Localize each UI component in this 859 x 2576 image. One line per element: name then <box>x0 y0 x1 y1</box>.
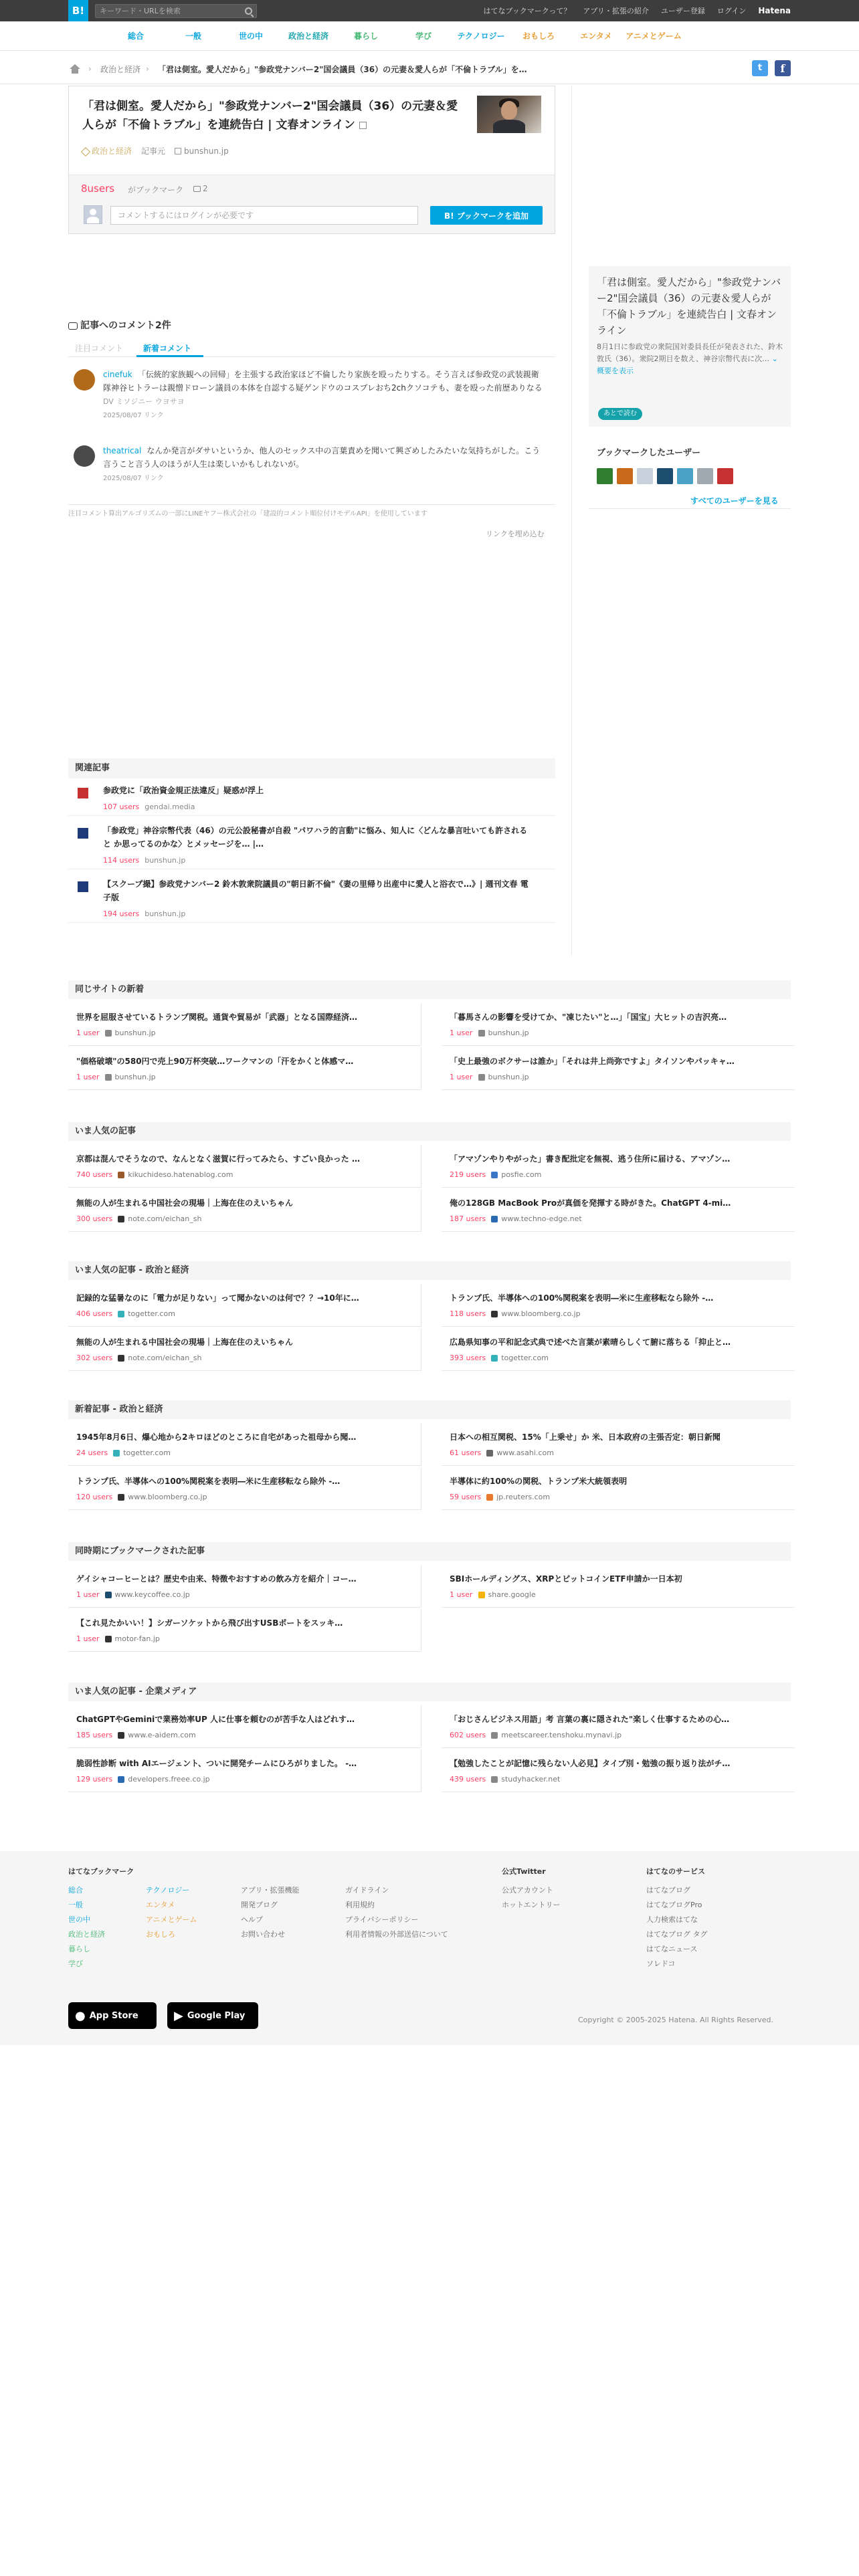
chevron-right-icon: › <box>88 64 92 74</box>
comment-date-text: 2025/08/07 <box>103 475 142 482</box>
comment-body: 「伝統的家族観への回帰」を主張する政治家ほど不倫したり家族を殴ったりする。そう言えば参政党の武装親衛隊神谷ヒトラーは親憎ドローン議員の本体を自認する疑ゲンドウのコスプレおち2chクソコテも、妻を殴った前歴ありなる <box>103 370 543 393</box>
bookmark-users-count[interactable]: 118 users <box>450 1309 486 1318</box>
article-domain[interactable]: www.bloomberg.co.jp <box>128 1493 207 1501</box>
article-card[interactable] <box>442 1003 795 1046</box>
footer-link[interactable]: お問い合わせ <box>241 1930 285 1939</box>
article-meta <box>450 1214 582 1223</box>
footer-link[interactable]: アニメとゲーム <box>146 1915 197 1924</box>
article-title[interactable]: 「暮馬さんの影響を受けてか、"凍じたい"と…」「国宝」大ヒットの吉沢亮… <box>450 1012 727 1022</box>
search-input[interactable] <box>96 7 236 15</box>
footer-twitter-col <box>502 1864 561 1913</box>
home-icon[interactable] <box>70 64 80 74</box>
column-divider <box>571 86 572 955</box>
site-favicon <box>486 1450 493 1457</box>
avatar[interactable] <box>74 369 95 391</box>
show-summary-link[interactable]: ⌄ 概要を表示 <box>597 354 778 375</box>
site-favicon <box>118 1172 124 1178</box>
bookmark-users-count[interactable]: 1 user <box>76 1029 100 1037</box>
comment-text <box>103 444 545 471</box>
bookmark-users-count[interactable]: 8users <box>81 183 115 195</box>
article-card[interactable] <box>442 1423 795 1466</box>
article-card[interactable] <box>68 1189 421 1232</box>
related-item[interactable] <box>68 784 555 816</box>
comment-tags[interactable]: DV ミソジニー ウヨサヨ <box>103 397 185 406</box>
footer-link[interactable]: はてなニュース <box>646 1945 698 1953</box>
article-domain[interactable]: developers.freee.co.jp <box>128 1775 210 1784</box>
article-card[interactable] <box>68 1609 421 1652</box>
article-domain[interactable]: kikuchideso.hatenablog.com <box>128 1170 233 1179</box>
section-heading: いま人気の記事 - 政治と経済 <box>68 1261 791 1280</box>
article-title[interactable]: 日本への相互関税、15%「上乗せ」か 米、日本政府の主張否定：朝日新聞 <box>450 1432 721 1442</box>
footer-link[interactable]: 人力検索はてな <box>646 1915 698 1924</box>
related-item[interactable] <box>68 877 555 923</box>
bookmark-users-count[interactable]: 1 user <box>450 1029 473 1037</box>
article-meta <box>450 1073 529 1081</box>
tab-new-comments[interactable]: 新着コメント <box>143 344 192 353</box>
footer-link[interactable]: はてなブログ タグ <box>646 1930 708 1939</box>
site-favicon <box>491 1732 498 1739</box>
footer-heading: はてなブックマーク <box>68 1867 134 1876</box>
article-card[interactable] <box>68 1423 421 1466</box>
site-favicon <box>78 788 88 798</box>
footer-services-col <box>646 1864 708 1971</box>
article-meta <box>76 1493 207 1501</box>
comment-username[interactable]: theatrical <box>103 446 142 455</box>
bookmark-users-count[interactable]: 61 users <box>450 1448 482 1457</box>
footer-link[interactable]: テクノロジー <box>146 1886 190 1895</box>
entry-category[interactable]: 政治と経済 <box>82 145 132 156</box>
article-meta <box>450 1354 549 1362</box>
avatar <box>84 205 102 224</box>
article-meta <box>450 1170 541 1179</box>
bookmark-users-count[interactable]: 1 user <box>76 1634 100 1643</box>
comment-input[interactable] <box>110 206 418 225</box>
article-meta <box>76 1309 175 1318</box>
article-meta <box>76 1731 196 1739</box>
bookmark-users-label: がブックマーク <box>128 185 184 195</box>
bookmark-users-count[interactable]: 194 users <box>103 909 140 918</box>
article-title[interactable]: ChatGPTやGeminiで業務効率UP 人に仕事を頼むのが苦手な人はどれす… <box>76 1715 355 1724</box>
comment-item <box>68 444 555 498</box>
comment-tabs <box>68 338 555 357</box>
entry-domain[interactable]: bunshun.jp <box>175 146 229 156</box>
related-domain[interactable]: bunshun.jp <box>145 856 186 865</box>
article-title[interactable]: 【勉強したことが記憶に残らない人必見】タイプ別・勉強の振り返り法がチ… <box>450 1759 731 1768</box>
bookmark-users-heading: ブックマークしたユーザー <box>597 448 701 458</box>
article-domain[interactable]: www.asahi.com <box>496 1448 554 1457</box>
footer-category-col <box>146 1883 197 1942</box>
breadcrumb <box>0 52 859 84</box>
site-favicon <box>118 1776 124 1783</box>
site-favicon <box>478 1030 485 1037</box>
article-meta <box>76 1073 156 1081</box>
category-nav <box>0 21 859 51</box>
comments-heading: 記事へのコメント2件 <box>68 318 171 332</box>
bookmark-users-count[interactable]: 59 users <box>450 1493 482 1501</box>
header-links <box>484 0 791 21</box>
article-meta <box>450 1775 560 1784</box>
related-heading: 関連記事 <box>68 758 555 778</box>
article-domain[interactable]: www.keycoffee.co.jp <box>114 1590 190 1599</box>
footer-link[interactable]: はてなブログ <box>646 1886 690 1895</box>
footer-link[interactable]: おもしろ <box>146 1930 175 1939</box>
section-heading: 新着記事 - 政治と経済 <box>68 1400 791 1419</box>
related-meta <box>103 909 185 918</box>
article-card[interactable] <box>68 1705 421 1748</box>
article-domain[interactable]: togetter.com <box>128 1309 175 1318</box>
tab-popular-comments[interactable]: 注目コメント <box>75 344 124 353</box>
bookmark-users-count[interactable]: 1 user <box>76 1073 100 1081</box>
entry-thumbnail[interactable] <box>477 96 541 133</box>
article-domain[interactable]: motor-fan.jp <box>114 1634 160 1643</box>
article-title[interactable]: 世界を屈服させているトランプ関税。通貨や貿易が「武器」となる国際経済… <box>76 1012 358 1022</box>
bookmark-users-count[interactable]: 439 users <box>450 1775 486 1784</box>
hatena-brand-link[interactable]: Hatena <box>758 6 791 15</box>
footer-link[interactable]: 学び <box>68 1959 83 1968</box>
article-meta <box>76 1634 160 1643</box>
twitter-share-icon[interactable]: t <box>752 60 768 76</box>
site-favicon <box>118 1732 124 1739</box>
related-domain[interactable]: gendai.media <box>145 802 195 811</box>
user-avatar[interactable] <box>697 468 713 484</box>
user-avatar[interactable] <box>637 468 653 484</box>
comment-count: 2 <box>193 184 208 193</box>
bookmark-users-count[interactable]: 114 users <box>103 856 140 865</box>
article-card[interactable] <box>68 1003 421 1046</box>
article-card[interactable] <box>68 1047 421 1090</box>
bookmark-users-count[interactable]: 120 users <box>76 1493 113 1501</box>
article-domain[interactable]: bunshun.jp <box>114 1073 156 1081</box>
user-avatar[interactable] <box>617 468 633 484</box>
comment-username[interactable]: cinefuk <box>103 370 132 379</box>
article-title[interactable]: 京都は混んでそうなので、なんとなく滋賀に行ってみたら、すごい良かった … <box>76 1154 360 1164</box>
article-domain[interactable]: note.com/eichan_sh <box>128 1354 202 1362</box>
tab-category-3[interactable]: 政治と経済 <box>288 31 328 41</box>
summary-text: 8月1日に参政党の衆院国対委員長任が発表された、鈴木敦氏（36）。衆院2期目を数え、神谷宗幣代表に次… ⌄ 概要を表示 <box>597 342 783 375</box>
user-avatar[interactable] <box>717 468 733 484</box>
about-link[interactable]: はてなブックマークって？ <box>483 7 571 15</box>
article-domain[interactable]: share.google <box>488 1590 536 1599</box>
comment-item <box>68 368 555 421</box>
tab-category-5[interactable]: 学び <box>415 31 432 41</box>
article-card[interactable] <box>442 1284 795 1327</box>
bookmark-users-count[interactable]: 740 users <box>76 1170 113 1179</box>
site-favicon <box>491 1311 498 1317</box>
article-title[interactable]: 俺の128GB MacBook Proが真価を発揮する時がきた。ChatGPT 4-mi… <box>450 1198 731 1208</box>
section-heading: いま人気の記事 - 企業メディア <box>68 1683 791 1701</box>
site-favicon <box>491 1172 498 1178</box>
bookmark-users-count[interactable]: 185 users <box>76 1731 113 1739</box>
article-meta <box>76 1354 201 1362</box>
avatar[interactable] <box>74 445 95 467</box>
breadcrumb-category[interactable]: 政治と経済 <box>100 65 141 74</box>
site-favicon <box>105 1030 112 1037</box>
search-icon[interactable] <box>245 7 252 15</box>
comment-text <box>103 368 545 409</box>
comment-date <box>103 409 164 419</box>
article-meta <box>450 1731 622 1739</box>
tab-category-9[interactable]: アニメとゲーム <box>626 31 682 41</box>
article-title[interactable]: 無能の人が生まれる中国社会の現場｜上海在住のえいちゃん <box>76 1198 294 1208</box>
site-favicon <box>491 1355 498 1362</box>
article-title[interactable]: 「おじさんビジネス用語」考 言葉の裏に隠された"楽しく仕事するための心… <box>450 1715 730 1724</box>
tab-category-0[interactable]: 総合 <box>127 31 144 41</box>
bookmark-users-count[interactable]: 300 users <box>76 1214 113 1223</box>
article-meta <box>76 1214 201 1223</box>
article-meta <box>76 1448 171 1457</box>
related-domain[interactable]: bunshun.jp <box>145 909 186 918</box>
article-meta <box>76 1590 190 1599</box>
apple-icon: ● <box>75 2008 86 2023</box>
tag-read-later[interactable]: あとで読む <box>598 408 642 420</box>
entry-summary <box>589 266 791 427</box>
article-card[interactable] <box>68 1284 421 1327</box>
site-favicon <box>118 1311 124 1317</box>
article-domain[interactable]: bunshun.jp <box>114 1029 156 1037</box>
embed-link[interactable]: リンクを埋め込む <box>486 530 545 538</box>
search-box <box>95 4 257 18</box>
footer-link[interactable]: 利用者情報の外部送信について <box>345 1930 448 1939</box>
article-card[interactable] <box>68 1328 421 1371</box>
related-title[interactable]: 「参政党」神谷宗幣代表（46）の元公設秘書が自殺 "パワハラ的言動"に悩み、知人に〈どんな暴言吐いても許されると か思ってるのかな〉とメッセージを… |… <box>103 826 528 849</box>
tab-category-8[interactable]: エンタメ <box>580 31 612 41</box>
article-domain[interactable]: togetter.com <box>123 1448 171 1457</box>
add-bookmark-button[interactable]: B! ブックマークを追加 <box>430 206 543 225</box>
bookmark-users-count[interactable]: 302 users <box>76 1354 113 1362</box>
article-domain[interactable]: note.com/eichan_sh <box>128 1214 202 1223</box>
article-title[interactable]: 無能の人が生まれる中国社会の現場｜上海在住のえいちゃん <box>76 1337 294 1347</box>
article-card[interactable] <box>68 1749 421 1792</box>
article-meta <box>450 1448 554 1457</box>
article-domain[interactable]: www.techno-edge.net <box>501 1214 582 1223</box>
site-favicon <box>486 1494 493 1501</box>
google-play-button[interactable]: ▶ Google Play <box>167 2002 258 2029</box>
article-title[interactable]: SBIホールディングス、XRPとビットコインETF申請か一日本初 <box>450 1574 682 1584</box>
article-meta <box>76 1170 233 1179</box>
entry-meta <box>82 145 229 156</box>
comment-date-text: 2025/08/07 <box>103 412 142 419</box>
footer-link[interactable]: 開発ブログ <box>241 1901 278 1909</box>
bookmark-users-count[interactable]: 1 user <box>76 1590 100 1599</box>
tab-category-6[interactable]: テクノロジー <box>457 31 505 41</box>
article-card[interactable] <box>442 1749 795 1792</box>
article-title[interactable]: トランプ氏、半導体への100%関税案を表明―米に生産移転なら除外 -… <box>450 1293 714 1303</box>
copyright: Copyright © 2005-2025 Hatena. All Rights Reserved. <box>578 2016 774 2024</box>
article-title[interactable]: 【これ見たかいい！】シガーソケットから飛び出すUSBポートをスッキ… <box>76 1618 343 1628</box>
footer-link[interactable]: 一般 <box>68 1901 83 1909</box>
footer-heading: 公式Twitter <box>502 1867 546 1876</box>
footer-link[interactable]: ガイドライン <box>345 1886 389 1895</box>
article-meta <box>450 1493 550 1501</box>
breadcrumb-title: 「君は側室。愛人だから」"参政党ナンバー2"国会議員（36）の元妻＆愛人らが「不倫トラブル」を… <box>158 65 527 74</box>
footer-link[interactable]: アプリ・拡張機能 <box>241 1886 300 1895</box>
comment-icon <box>193 186 201 192</box>
footer-link[interactable]: ヘルプ <box>241 1915 263 1924</box>
site-favicon <box>478 1592 485 1598</box>
tab-category-2[interactable]: 世の中 <box>238 31 263 41</box>
sidebar-divider <box>589 508 791 509</box>
site-favicon <box>113 1450 120 1457</box>
article-card[interactable] <box>442 1189 795 1232</box>
footer-link[interactable]: 政治と経済 <box>68 1930 105 1939</box>
category-icon <box>81 146 90 156</box>
article-card[interactable] <box>442 1467 795 1510</box>
entry-records-label: 記事元 <box>141 146 166 156</box>
footer-link[interactable]: ソレドコ <box>646 1959 676 1968</box>
article-meta <box>450 1029 529 1037</box>
user-avatar[interactable] <box>597 468 613 484</box>
see-all-users-link[interactable]: すべてのユーザーを見る <box>690 496 779 506</box>
user-avatar[interactable] <box>677 468 693 484</box>
article-meta <box>450 1590 536 1599</box>
bookmark-users-count[interactable]: 187 users <box>450 1214 486 1223</box>
comment-permalink[interactable]: リンク <box>143 412 164 419</box>
comment-body: なんか発言がダサいというか、他人のセックス中の言葉責めを聞いて興ざめしたみたいな気持ちがした。こう言うこと言う人のほうが人生は楽しいかもしれないが。 <box>103 446 541 469</box>
article-title[interactable]: 脆弱性診断 with AIエージェント、ついに開発チームにひろがりました。 -… <box>76 1759 357 1768</box>
site-favicon <box>105 1636 112 1642</box>
footer-policy-col <box>345 1883 448 1942</box>
article-title[interactable]: 半導体に約100%の関税、トランプ米大統領表明 <box>450 1477 628 1486</box>
comment-permalink[interactable]: リンク <box>143 475 164 482</box>
apps-link[interactable]: アプリ・拡張の紹介 <box>583 7 649 15</box>
article-domain[interactable]: studyhacker.net <box>501 1775 561 1784</box>
entry-title[interactable]: 「君は側室。愛人だから」"参政党ナンバー2"国会議員（36）の元妻＆愛人らが「不倫トラブル」を連続告白 | 文春オンライン <box>82 100 458 132</box>
bookmark-users-count[interactable]: 107 users <box>103 802 140 811</box>
article-title[interactable]: 1945年8月6日、爆心地から2キロほどのところに自宅があった祖母から聞… <box>76 1432 357 1442</box>
article-domain[interactable]: bunshun.jp <box>488 1073 529 1081</box>
site-favicon <box>118 1355 124 1362</box>
article-domain[interactable]: posfie.com <box>501 1170 542 1179</box>
related-title[interactable]: 【スクープ撮】参政党ナンバー2 鈴木敦衆院議員の"朝日新不倫"《妻の里帰り出産中に愛人と浴衣で…》| 週刊文春 電子版 <box>103 879 529 902</box>
article-title[interactable]: 「史上最強のボクサーは誰か」「それは井上尚弥ですよ」タイソンやパッキャ… <box>450 1057 735 1066</box>
article-domain[interactable]: bunshun.jp <box>488 1029 529 1037</box>
tab-category-7[interactable]: おもしろ <box>522 31 555 41</box>
login-link[interactable]: ログイン <box>717 7 747 15</box>
footer-link[interactable]: 世の中 <box>68 1915 90 1924</box>
article-domain[interactable]: meetscareer.tenshoku.mynavi.jp <box>501 1731 622 1739</box>
bookmark-users-count[interactable]: 129 users <box>76 1775 113 1784</box>
comment-icon <box>68 322 78 330</box>
facebook-share-icon[interactable]: f <box>775 60 791 76</box>
article-domain[interactable]: jp.reuters.com <box>496 1493 551 1501</box>
bookmark-users-count[interactable]: 1 user <box>450 1590 473 1599</box>
bookmark-users-count[interactable]: 406 users <box>76 1309 113 1318</box>
site-favicon <box>118 1216 124 1222</box>
article-meta <box>76 1775 210 1784</box>
play-icon: ▶ <box>174 2008 183 2023</box>
site-favicon <box>78 828 88 839</box>
algorithm-note: 注目コメント算出アルゴリズムの一部にLINEヤフー株式会社の「建設的コメント順位付けモデルAPI」を使用しています <box>68 504 555 516</box>
site-favicon <box>105 1074 112 1081</box>
footer-link[interactable]: エンタメ <box>146 1901 175 1909</box>
site-favicon <box>491 1216 498 1222</box>
article-title[interactable]: トランプ氏、半導体への100%関税案を表明―米に生産移転なら除外 -… <box>76 1477 341 1486</box>
active-tab-indicator <box>136 355 203 357</box>
article-meta <box>76 1029 156 1037</box>
article-domain[interactable]: www.e-aidem.com <box>128 1731 196 1739</box>
article-domain[interactable]: www.bloomberg.co.jp <box>501 1309 581 1318</box>
bookmark-users-count[interactable]: 1 user <box>450 1073 473 1081</box>
summary-title: 「君は側室。愛人だから」"参政党ナンバー2"国会議員（36）の元妻＆愛人らが「不倫トラブル」を連続告白 | 文春オンライン <box>597 276 781 336</box>
section-heading: いま人気の記事 <box>68 1122 791 1141</box>
article-title[interactable]: "価格破壊"の580円で売上90万杯突破…ワークマンの「汗をかくと体感マ… <box>76 1057 354 1066</box>
footer-bookmark-col <box>68 1864 134 1971</box>
section-heading: 同じサイトの新着 <box>68 980 791 999</box>
footer-link[interactable]: 暮らし <box>68 1945 90 1953</box>
article-meta <box>450 1309 581 1318</box>
signup-link[interactable]: ユーザー登録 <box>660 7 705 15</box>
app-store-button[interactable]: ● App Store <box>68 2002 157 2029</box>
related-meta <box>103 802 195 811</box>
bookmark-users-count[interactable]: 602 users <box>450 1731 486 1739</box>
tab-category-4[interactable]: 暮らし <box>353 31 378 41</box>
article-title[interactable]: 「アマゾンやりやがった」書き配批定を無視、逃う住所に届ける、アマゾン… <box>450 1154 731 1164</box>
bookmark-users-count[interactable]: 393 users <box>450 1354 486 1362</box>
footer-link[interactable]: 公式アカウント <box>502 1886 553 1895</box>
footer-link[interactable]: はてなブログPro <box>646 1901 702 1909</box>
footer-link[interactable]: 利用規約 <box>345 1901 375 1909</box>
footer-link[interactable]: プライバシーポリシー <box>345 1915 419 1924</box>
article-title[interactable]: 広島県知事の平和記念式典で述べた言葉が素晴らしくて腑に落ちる「抑止と… <box>450 1337 731 1347</box>
comment-date <box>103 472 164 482</box>
user-avatar[interactable] <box>657 468 673 484</box>
site-favicon <box>478 1074 485 1081</box>
site-favicon <box>78 881 88 892</box>
article-card[interactable] <box>68 1145 421 1188</box>
footer-link[interactable]: ホットエントリー <box>502 1901 561 1909</box>
article-card[interactable] <box>442 1565 795 1608</box>
related-title[interactable]: 参政党に「政治資金規正法違反」疑惑が浮上 <box>103 786 264 795</box>
related-item[interactable] <box>68 824 555 869</box>
external-link-icon[interactable] <box>359 122 367 129</box>
site-favicon <box>491 1776 498 1783</box>
global-header <box>0 0 859 21</box>
article-title[interactable]: 記録的な猛暑なのに「電力が足りない」って聞かないのは何で？？→10年に… <box>76 1293 359 1303</box>
footer-link[interactable]: 総合 <box>68 1886 83 1895</box>
footer-app-col <box>241 1883 300 1942</box>
domain-icon <box>175 148 181 154</box>
article-card[interactable] <box>442 1145 795 1188</box>
bookmark-users-count[interactable]: 219 users <box>450 1170 486 1179</box>
site-favicon <box>118 1494 124 1501</box>
article-domain[interactable]: togetter.com <box>501 1354 549 1362</box>
footer-heading: はてなのサービス <box>646 1867 705 1876</box>
bookmark-user-avatars <box>597 468 733 484</box>
article-card[interactable] <box>442 1047 795 1090</box>
article-card[interactable] <box>68 1467 421 1510</box>
tab-category-1[interactable]: 一般 <box>185 31 201 41</box>
site-favicon <box>105 1592 112 1598</box>
entry-card <box>68 86 555 234</box>
article-title[interactable]: ゲイシャコーヒーとは？歴史や由来、特徴やおすすめの飲み方を紹介｜コー… <box>76 1574 357 1584</box>
related-meta <box>103 856 185 865</box>
chevron-right-icon: › <box>146 64 149 74</box>
hatena-bookmark-logo[interactable]: B! <box>68 0 88 21</box>
article-card[interactable] <box>442 1328 795 1371</box>
bookmark-users-count[interactable]: 24 users <box>76 1448 108 1457</box>
article-card[interactable] <box>442 1705 795 1748</box>
section-heading: 同時期にブックマークされた記事 <box>68 1542 791 1561</box>
article-card[interactable] <box>68 1565 421 1608</box>
